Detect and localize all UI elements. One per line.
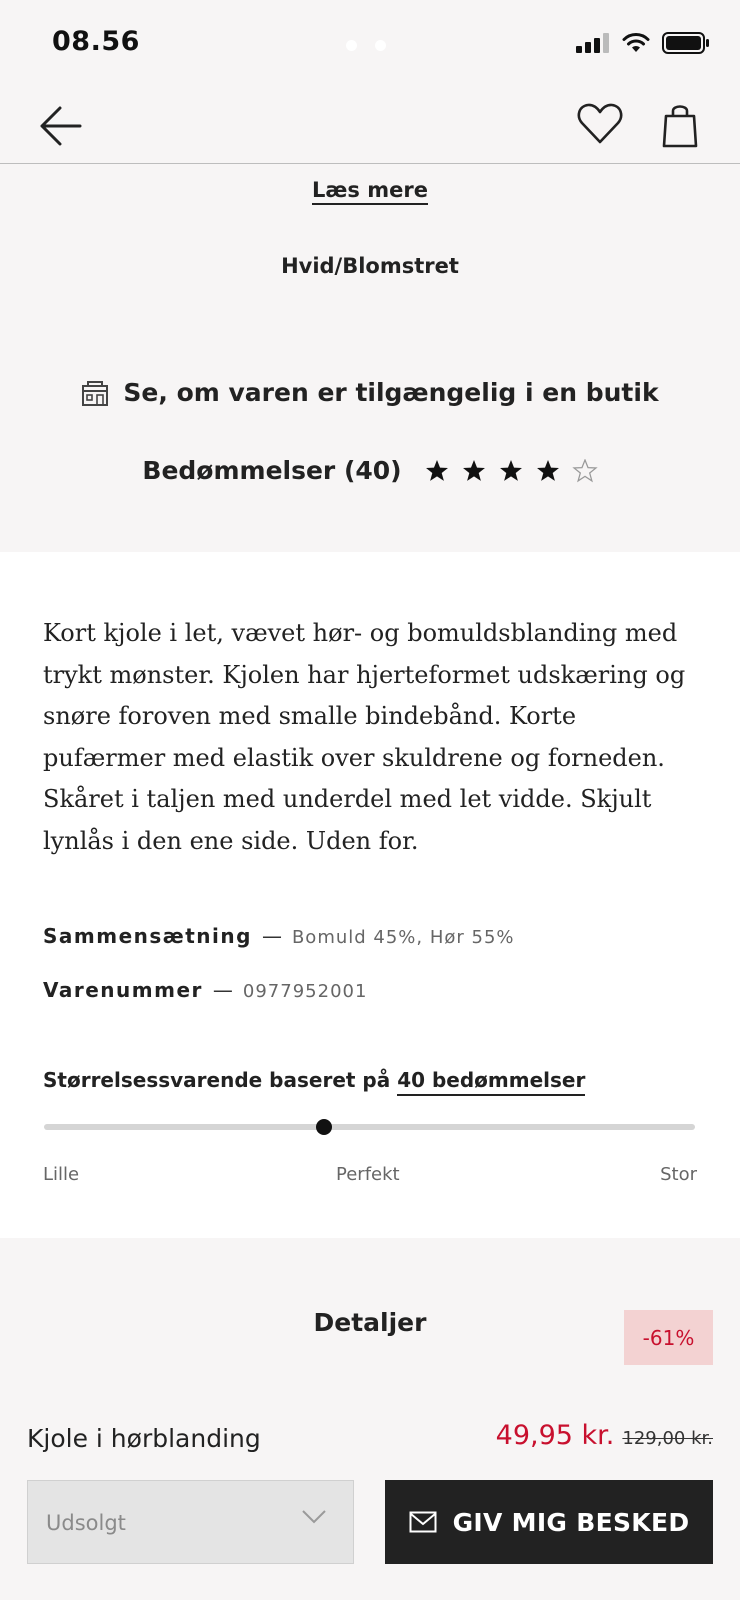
page-indicator (346, 40, 386, 51)
status-bar (0, 0, 740, 90)
product-name: Kjole i hørblanding (27, 1424, 261, 1453)
fit-label-large: Stor (660, 1164, 697, 1185)
fit-reviews-link[interactable]: 40 bedømmelser (397, 1068, 585, 1096)
composition-label: Sammensætning (43, 924, 252, 948)
mail-icon (409, 1511, 437, 1533)
star-rating (424, 459, 598, 483)
article-number-label: Varenummer (43, 978, 203, 1002)
price-row (496, 1420, 713, 1451)
star-filled-icon (535, 459, 561, 483)
product-description: Kort kjole i let, vævet hør- og bomuldsblanding med trykt mønster. Kjolen har hjerteformet udskæring og snøre foroven med smalle bindebånd. Korte pufærmer med elastik over skuldrene og forneden. Skåret i taljen med underdel med let vidde. Skjult lynlås i den ene side. Uden for. (43, 619, 686, 855)
size-select[interactable] (27, 1480, 354, 1564)
star-filled-icon (498, 459, 524, 483)
wifi-icon (622, 33, 650, 53)
notify-me-button[interactable] (385, 1480, 713, 1564)
nav-bar (0, 90, 740, 164)
heart-icon[interactable] (576, 100, 624, 148)
signal-icon (576, 33, 610, 53)
status-icons (576, 32, 710, 54)
reviews-label: Bedømmelser (40) (142, 456, 402, 485)
original-price: 129,00 kr. (622, 1428, 713, 1449)
store-availability-link[interactable] (0, 378, 740, 407)
fit-label-perfect: Perfekt (336, 1164, 400, 1185)
battery-icon (662, 32, 710, 54)
fit-title (43, 1068, 585, 1092)
store-icon (81, 380, 109, 406)
details-toggle[interactable]: Detaljer (313, 1308, 427, 1337)
separator: — (261, 924, 282, 948)
store-availability-label: Se, om varen er tilgængelig i en butik (123, 378, 659, 407)
fit-indicator (316, 1119, 332, 1135)
article-number-value: 0977952001 (242, 981, 368, 1002)
shopping-bag-icon[interactable] (660, 102, 700, 148)
fit-label-small: Lille (43, 1164, 80, 1185)
sale-price: 49,95 kr. (495, 1420, 615, 1451)
notify-me-label: GIV MIG BESKED (452, 1507, 690, 1537)
article-number-row (43, 978, 367, 1002)
composition-value: Bomuld 45%, Hør 55% (291, 927, 515, 948)
size-select-value: Udsolgt (46, 1511, 126, 1535)
read-more-link[interactable]: Læs mere (0, 178, 740, 202)
reviews-link[interactable] (0, 456, 740, 485)
fit-title-text: Størrelsessvarende baseret på (43, 1068, 391, 1092)
description-section (0, 552, 740, 1238)
star-empty-icon (572, 459, 598, 483)
star-filled-icon (461, 459, 487, 483)
fit-scale (44, 1124, 695, 1130)
color-name: Hvid/Blomstret (281, 254, 459, 278)
separator: — (212, 978, 233, 1002)
discount-badge: -61% (624, 1310, 713, 1365)
star-filled-icon (424, 459, 450, 483)
composition-row (43, 924, 515, 948)
status-time: 08.56 (52, 26, 140, 57)
chevron-down-icon (301, 1509, 327, 1525)
back-arrow-icon[interactable] (38, 104, 84, 148)
